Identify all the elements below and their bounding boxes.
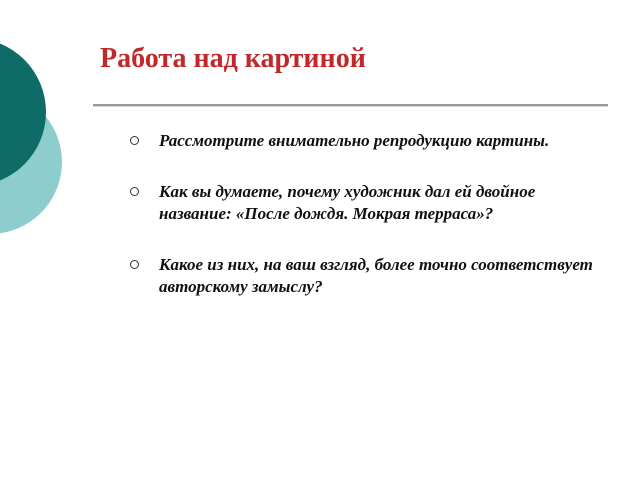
bullet-list — [130, 130, 600, 327]
title-divider — [93, 104, 608, 107]
bullet-text: Рассмотрите внимательно репродукцию картины. — [159, 131, 550, 150]
bullet-text: Какое из них, на ваш взгляд, более точно соответствует авторскому замыслу? — [159, 255, 593, 296]
bullet-item — [130, 254, 600, 298]
bullet-item — [130, 130, 600, 152]
bullet-circle-icon — [130, 260, 139, 269]
slide-title: Работа над картиной — [100, 43, 366, 74]
bullet-circle-icon — [130, 187, 139, 196]
bullet-circle-icon — [130, 136, 139, 145]
bullet-text: Как вы думаете, почему художник дал ей двойное название: «После дождя. Мокрая терраса»? — [159, 182, 536, 223]
bullet-item — [130, 181, 600, 225]
